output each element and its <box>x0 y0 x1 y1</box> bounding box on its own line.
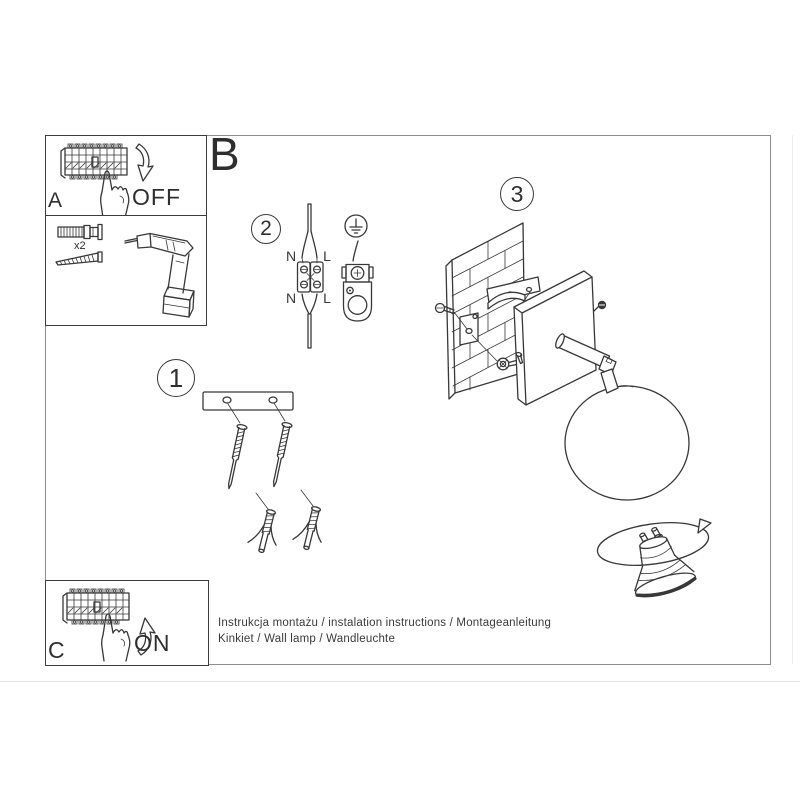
step-1-number: 1 <box>168 362 184 393</box>
footer-line-1: Instrukcja montażu / instalation instructions / Montageanleitung <box>218 617 552 629</box>
terminal-block-icon <box>298 204 324 348</box>
step-2-drawing <box>280 200 395 355</box>
tools-drawing <box>46 216 204 323</box>
screw-icon <box>224 424 247 490</box>
wall-anchor-icon <box>246 506 284 555</box>
step-1-drawing <box>195 385 365 585</box>
earth-wire <box>353 241 358 261</box>
gu10-bulb-icon <box>620 520 698 601</box>
screw-icon <box>594 301 606 311</box>
panel-a-action-label: OFF <box>132 184 181 210</box>
panel-a-label: A <box>48 189 63 212</box>
wire-label-n-bottom: N <box>285 290 297 306</box>
mounting-strap-icon <box>203 392 293 410</box>
step-2-number: 2 <box>260 217 272 240</box>
step-2-badge <box>251 214 281 244</box>
step-1-badge <box>157 359 195 397</box>
panel-tools <box>45 215 207 326</box>
scan-edge-line <box>792 135 793 664</box>
cable-clamp-icon <box>342 265 373 322</box>
panel-c <box>45 580 209 666</box>
circuit-breaker-icon <box>63 589 129 624</box>
drill-icon <box>125 234 194 318</box>
screw-icon <box>436 304 455 314</box>
earth-symbol-icon <box>345 215 367 237</box>
screw-icon <box>56 252 102 265</box>
step-3-badge <box>500 177 534 211</box>
step-3-drawing <box>430 215 780 615</box>
wire-label-n-top: N <box>285 248 297 264</box>
panel-c-drawing <box>46 581 206 663</box>
panel-c-action-label: ON <box>134 630 171 656</box>
screw-icon <box>269 422 292 488</box>
scan-fold-line <box>0 681 800 682</box>
anchor-quantity-label: x2 <box>74 240 86 252</box>
footer-line-2: Kinkiet / Wall lamp / Wandleuchte <box>218 633 396 645</box>
brick-wall-icon <box>446 223 525 399</box>
section-label-b: B <box>209 128 240 180</box>
wall-anchor-icon <box>291 503 329 552</box>
wire-label-l-top: L <box>323 248 331 264</box>
panel-a <box>45 135 207 217</box>
circuit-breaker-icon <box>61 144 127 179</box>
panel-c-label: C <box>48 637 65 663</box>
arrow-down-icon <box>136 144 153 181</box>
wire-label-l-bottom: L <box>323 290 331 306</box>
wall-anchor-icon <box>58 225 102 240</box>
step-3-number: 3 <box>510 180 524 207</box>
